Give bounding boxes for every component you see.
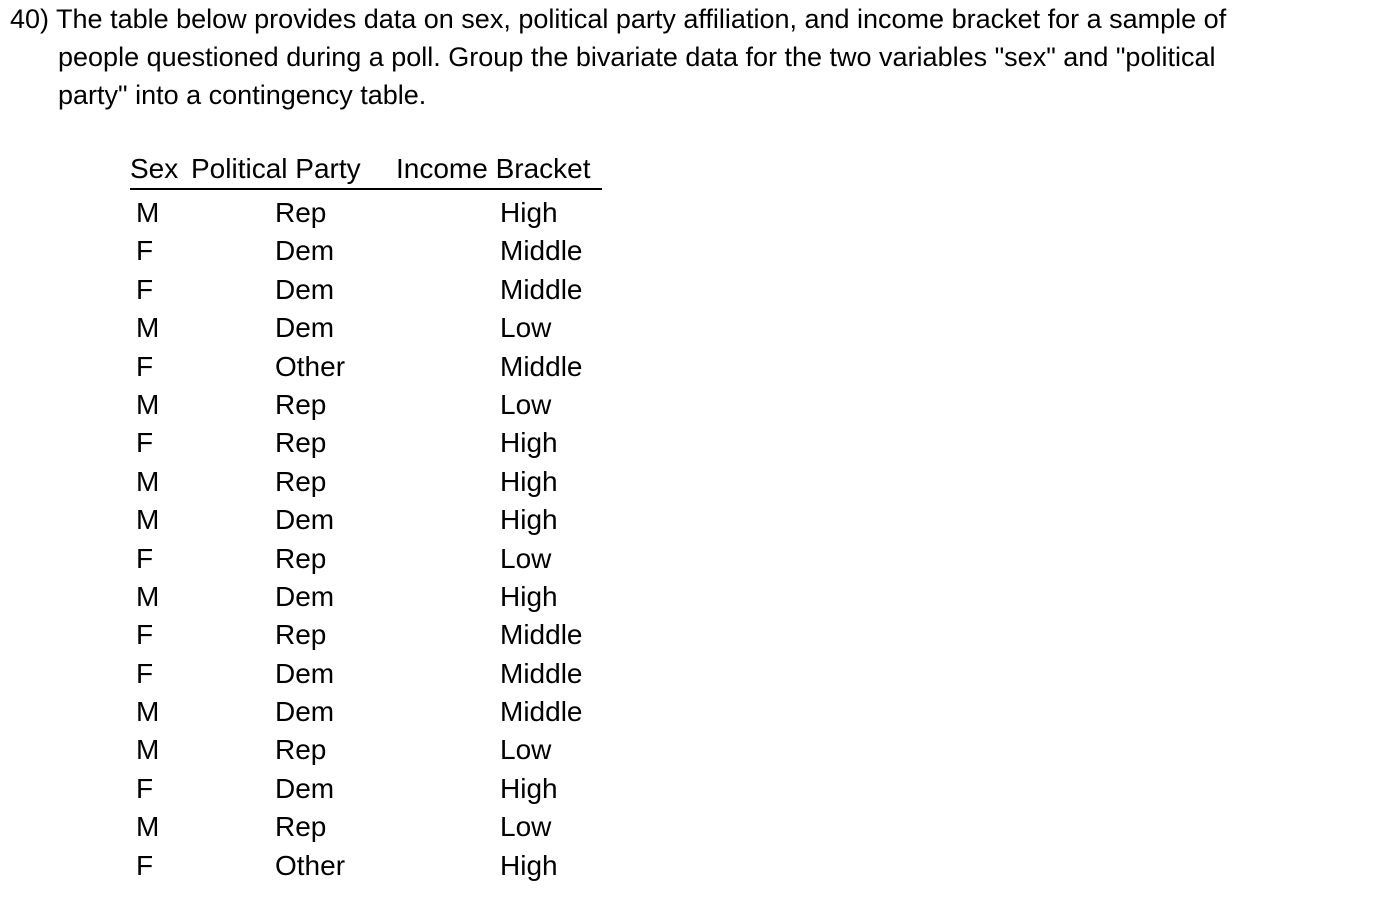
cell-political-party: Dem: [275, 696, 335, 728]
table-header: [130, 150, 602, 190]
cell-sex: M: [136, 811, 160, 843]
table-row: [130, 847, 602, 885]
header-political-party: Political Party: [191, 153, 361, 184]
table-row: [130, 770, 602, 808]
cell-political-party: Other: [275, 350, 346, 382]
table-row: [130, 540, 602, 578]
question-text-line: The table below provides data on sex, political party affiliation, and income bracket for a sample of: [56, 4, 1227, 34]
cell-income-bracket: Middle: [500, 696, 583, 728]
poll-data-table: [130, 150, 602, 885]
table-row: [130, 271, 602, 309]
cell-income-bracket: High: [500, 504, 558, 536]
cell-income-bracket: Low: [500, 734, 552, 766]
cell-sex: M: [136, 734, 160, 766]
table-row: [130, 731, 602, 769]
cell-political-party: Dem: [275, 235, 335, 267]
question-block: [10, 0, 1380, 114]
cell-sex: M: [136, 465, 160, 497]
cell-political-party: Rep: [275, 465, 327, 497]
header-sex: Sex: [130, 153, 179, 184]
cell-income-bracket: Low: [500, 542, 552, 574]
cell-sex: F: [136, 849, 154, 881]
question-line-3: [10, 76, 1380, 114]
cell-sex: F: [136, 657, 154, 689]
table-row: [130, 309, 602, 347]
table-row: [130, 424, 602, 462]
table-row: [130, 693, 602, 731]
cell-political-party: Rep: [275, 734, 327, 766]
cell-political-party: Rep: [275, 197, 327, 228]
cell-sex: F: [136, 619, 154, 651]
header-income-bracket: Income Bracket: [396, 153, 591, 184]
cell-income-bracket: Low: [500, 312, 552, 344]
cell-sex: M: [136, 580, 160, 612]
cell-political-party: Rep: [275, 388, 327, 420]
cell-income-bracket: Low: [500, 811, 552, 843]
cell-income-bracket: Middle: [500, 273, 583, 305]
cell-political-party: Dem: [275, 772, 335, 804]
cell-political-party: Dem: [275, 580, 335, 612]
cell-income-bracket: Low: [500, 388, 552, 420]
cell-income-bracket: High: [500, 772, 558, 804]
table-row: [130, 348, 602, 386]
cell-sex: M: [136, 504, 160, 536]
table-row: [130, 808, 602, 846]
cell-sex: F: [136, 542, 154, 574]
table-body: [130, 194, 602, 885]
question-line-2: [10, 38, 1380, 76]
table-row: [130, 655, 602, 693]
cell-sex: F: [136, 427, 154, 459]
table-row: [130, 616, 602, 654]
cell-income-bracket: High: [500, 849, 558, 881]
cell-political-party: Rep: [275, 811, 327, 843]
question-text-line: party" into a contingency table.: [58, 80, 427, 110]
cell-sex: M: [136, 312, 160, 344]
cell-political-party: Rep: [275, 427, 327, 459]
table-row: [130, 232, 602, 270]
table-row: [130, 578, 602, 616]
cell-sex: M: [136, 197, 160, 228]
table-row: [130, 194, 602, 232]
cell-income-bracket: High: [500, 427, 558, 459]
cell-income-bracket: High: [500, 465, 558, 497]
cell-sex: F: [136, 350, 154, 382]
cell-income-bracket: Middle: [500, 657, 583, 689]
cell-political-party: Rep: [275, 542, 327, 574]
cell-income-bracket: High: [500, 197, 558, 228]
cell-political-party: Dem: [275, 657, 335, 689]
question-text-line: people questioned during a poll. Group the bivariate data for the two variables "sex" and "political: [58, 42, 1216, 72]
cell-sex: F: [136, 772, 154, 804]
question-number: 40): [10, 4, 50, 34]
cell-political-party: Dem: [275, 273, 335, 305]
table-row: [130, 463, 602, 501]
cell-sex: F: [136, 273, 154, 305]
cell-income-bracket: Middle: [500, 619, 583, 651]
cell-political-party: Other: [275, 849, 346, 881]
cell-sex: M: [136, 388, 160, 420]
cell-income-bracket: High: [500, 580, 558, 612]
table-row: [130, 386, 602, 424]
cell-political-party: Dem: [275, 504, 335, 536]
cell-sex: M: [136, 696, 160, 728]
question-line-1: [10, 0, 1380, 38]
cell-political-party: Rep: [275, 619, 327, 651]
cell-sex: F: [136, 235, 154, 267]
cell-income-bracket: Middle: [500, 235, 583, 267]
table-row: [130, 501, 602, 539]
cell-political-party: Dem: [275, 312, 335, 344]
cell-income-bracket: Middle: [500, 350, 583, 382]
